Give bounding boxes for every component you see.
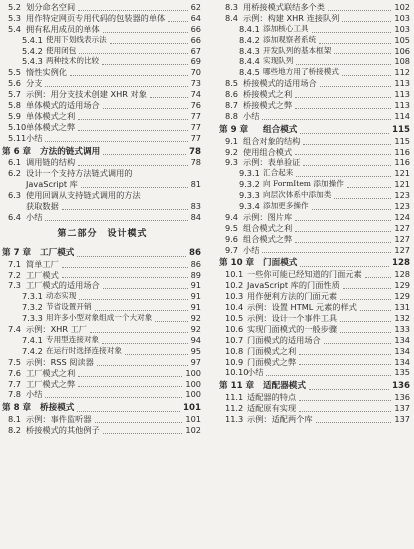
toc-page-number: 66 (190, 23, 201, 34)
toc-left-column (0, 0, 205, 436)
toc-dot-leader (45, 130, 188, 142)
toc-entry-number: 10.6 (225, 323, 244, 334)
toc-page-number: 92 (190, 313, 201, 324)
toc-entry-title: 两种技术的比较 (46, 56, 100, 66)
toc-entry[interactable] (0, 179, 205, 190)
toc-entry-number: 8.4.4 (239, 56, 260, 67)
toc-entry-number: 10.3 (225, 291, 244, 302)
toc-entry-number: 5.8 (8, 100, 22, 111)
toc-entry-title: 组合模式之利 (243, 222, 293, 233)
toc-page-number: 89 (190, 269, 201, 280)
toc-page-number: 103 (394, 12, 410, 23)
toc-page-number: 102 (185, 425, 201, 436)
toc-entry-title: 示例：适配两个库 (247, 413, 313, 424)
toc-entry-number: 5.7 (8, 89, 22, 100)
toc-entry-number: 5.4 (8, 23, 22, 34)
toc-page-number: 97 (190, 356, 201, 367)
toc-entry-title: 示例：图片库 (243, 211, 293, 222)
toc-entry-number: 9.1 (225, 135, 239, 146)
toc-entry-title: 使用回调从支持链式调用的方法 (26, 190, 141, 201)
toc-page-number: 103 (394, 23, 410, 34)
toc-entry-title: 示例：表单验证 (243, 157, 301, 168)
toc-entry-number: 9.5 (225, 222, 239, 233)
toc-page-number: 113 (394, 78, 410, 89)
toc-page-number: 94 (190, 334, 201, 345)
toc-page-number: 106 (394, 45, 410, 56)
toc-entry-number: 5.3 (8, 12, 22, 23)
toc-entry-title: 动态实现 (46, 291, 77, 301)
toc-entry-number: 11.2 (225, 403, 244, 414)
toc-page-number: 115 (394, 135, 410, 146)
toc-page-number: 101 (185, 414, 201, 425)
toc-entry-title: 小结 (243, 110, 260, 121)
toc-entry-title: 桥接模式的其他例子 (26, 425, 100, 436)
toc-page-number: 64 (190, 12, 201, 23)
toc-page-number: 121 (394, 179, 410, 190)
toc-page-number: 95 (190, 345, 201, 356)
toc-entry-title: 桥接模式之利 (243, 89, 293, 100)
toc-page-number: 136 (394, 392, 410, 403)
toc-entry-title: 用作便利方法的门面元素 (247, 291, 338, 302)
toc-entry-number: 第 11 章 (219, 381, 255, 392)
toc-entry-number: 第 8 章 (2, 403, 32, 414)
toc-entry-title: 门面模式 (263, 258, 298, 269)
toc-page-number: 81 (190, 179, 201, 190)
toc-entry-title: 在运行时选择连接对象 (46, 345, 122, 355)
toc-page-number: 132 (394, 312, 410, 323)
toc-entry-title: 示例：设置 HTML 元素的样式 (247, 302, 357, 313)
toc-entry-number: 6.1 (8, 157, 22, 168)
toc-entry-number: 9.6 (225, 233, 239, 244)
toc-part-heading: 第二部分 设计模式 (57, 228, 148, 239)
toc-page-number: 128 (392, 258, 410, 269)
toc-entry-title: 示例：RSS 阅读器 (26, 356, 94, 367)
toc-entry-number: 5.4.2 (22, 45, 43, 56)
toc-dot-leader (266, 364, 391, 376)
toc-entry[interactable] (217, 245, 414, 256)
toc-entry-number: 7.3 (8, 280, 22, 291)
toc-page-number: 123 (394, 201, 410, 212)
toc-page-number: 113 (394, 100, 410, 111)
toc-entry-title: 使用闭包 (46, 45, 77, 55)
toc-page-number: 100 (185, 367, 201, 378)
toc-entry-number: 5.11 (8, 132, 27, 143)
toc-entry-title: 添加观察者系统 (263, 34, 317, 44)
toc-entry-title: 小结 (26, 132, 43, 143)
toc-page-number: 91 (190, 280, 201, 291)
toc-page-number: 121 (394, 168, 410, 179)
toc-entry-title: JavaScript 库的门面性质 (247, 280, 340, 291)
toc-page-number: 73 (190, 78, 201, 89)
toc-entry-number: 7.3.2 (22, 302, 43, 313)
toc-entry-number: 7.6 (8, 367, 22, 378)
toc-page-number: 91 (190, 291, 201, 302)
toc-page-number: 112 (394, 67, 410, 78)
toc-entry-number: 6.3 (8, 190, 22, 201)
toc-entry-title: 示例：XHR 工厂 (26, 324, 87, 335)
toc-entry-number: 8.4.1 (239, 23, 260, 34)
toc-entry-number: 10.4 (225, 302, 244, 313)
toc-entry-title: JavaScript 库 (26, 179, 78, 190)
toc-entry-title: 小结 (243, 244, 260, 255)
toc-entry-title: 方法的链式调用 (40, 146, 101, 157)
toc-entry-title: 添加更多操作 (263, 201, 309, 211)
toc-entry-number: 8.5 (225, 78, 239, 89)
toc-page-number: 129 (394, 280, 410, 291)
toc-entry-title: 适配器模式 (263, 381, 306, 392)
toc-page-number: 123 (394, 190, 410, 201)
toc-page-number: 113 (394, 89, 410, 100)
toc-entry-title: 向层次体系中添加类 (263, 190, 332, 200)
toc-entry-number: 10.2 (225, 280, 244, 291)
toc-entry-number: 9.3.3 (239, 190, 260, 201)
toc-entry-number: 第 6 章 (2, 146, 32, 157)
toc-entry-number: 10.1 (225, 269, 244, 280)
toc-entry-number: 5.4.1 (22, 34, 43, 45)
toc-dot-leader (316, 411, 391, 423)
toc-page-number: 70 (190, 67, 201, 78)
toc-entry-title: 桥接模式之弊 (243, 100, 293, 111)
toc-entry-number: 8.4.3 (239, 45, 260, 56)
toc-entry-title: 哪些地方用了桥接模式 (263, 67, 339, 77)
toc-entry[interactable] (217, 367, 414, 378)
toc-entry-title: 小结 (26, 211, 43, 222)
toc-entry-number: 6.4 (8, 211, 22, 222)
toc-entry-title: 简单工厂 (26, 258, 59, 269)
toc-entry-title: 调用链的结构 (26, 157, 76, 168)
toc-entry-number: 8.4.2 (239, 34, 260, 45)
toc-page-number: 74 (190, 89, 201, 100)
toc-entry-title: 用作特定网页专用代码的包装器的单体 (26, 12, 166, 23)
toc-entry-number: 5.4.3 (22, 56, 43, 67)
toc-entry-title: 添加核心工具 (263, 23, 309, 33)
toc-entry-title: 示例：构建 XHR 连接队列 (243, 12, 340, 23)
toc-entry-title: 开发队列的基本框架 (263, 45, 332, 55)
toc-entry-number: 8.1 (8, 414, 22, 425)
toc-entry-number: 11.3 (225, 413, 244, 424)
toc-entry-number: 5.6 (8, 78, 22, 89)
toc-entry-number: 8.2 (8, 425, 22, 436)
toc-entry-title: 拥有私用成员的单体 (26, 23, 100, 34)
toc-entry-title: 小结 (26, 389, 43, 400)
toc-page-number: 92 (190, 324, 201, 335)
toc-entry-title: 实现门面模式的一般步骤 (247, 323, 338, 334)
toc-dot-leader (262, 242, 391, 254)
toc-page-number: 137 (394, 413, 410, 424)
toc-entry-number: 8.6 (225, 89, 239, 100)
toc-entry[interactable] (0, 157, 205, 168)
toc-page-number: 62 (190, 2, 201, 12)
toc-page-number: 86 (189, 247, 201, 258)
toc-entry-title: 适配器的特点 (247, 392, 297, 403)
toc-entry-title: 门面模式之利 (247, 345, 297, 356)
toc-page-number: 129 (394, 291, 410, 302)
toc-entry-title: 示例：设计一个事件工具 (247, 312, 338, 323)
toc-entry-title: 汇合起来 (263, 168, 294, 178)
toc-page-number: 134 (394, 356, 410, 367)
toc-entry-number: 11.1 (225, 392, 244, 403)
toc-entry-title: 适配原有实现 (247, 403, 297, 414)
toc-page-number: 127 (394, 222, 410, 233)
toc-entry-number: 7.2 (8, 269, 22, 280)
toc-page-number: 100 (185, 389, 201, 400)
toc-entry-title: 组合模式之弊 (243, 233, 293, 244)
toc-entry-title: 单体模式的适用场合 (26, 100, 100, 111)
toc-page-number: 116 (394, 146, 410, 157)
toc-entry[interactable] (0, 212, 205, 223)
toc-page-number: 76 (190, 100, 201, 111)
toc-entry-number: 7.3.3 (22, 313, 43, 324)
toc-page-number: 67 (190, 45, 201, 56)
toc-page-number: 86 (190, 258, 201, 269)
toc-entry-number: 8.4 (225, 12, 239, 23)
toc-page-number: 83 (190, 201, 201, 212)
toc-page-number: 100 (185, 378, 201, 389)
toc-entry-number: 7.5 (8, 356, 22, 367)
toc-entry-title: 用许多小型对象组成一个大对象 (46, 313, 153, 323)
toc-entry-number: 7.4.2 (22, 345, 43, 356)
toc-entry-number: 10.8 (225, 345, 244, 356)
toc-entry-title: 组合模式 (263, 124, 298, 135)
toc-entry-title: 用桥接模式联结多个类 (243, 2, 325, 12)
toc-entry-title: 单体模式之弊 (26, 121, 76, 132)
toc-page-number: 101 (183, 403, 201, 414)
toc-entry-title: 向 FormItem 添加操作 (263, 179, 344, 189)
toc-entry-title: 示例：事件监听器 (26, 414, 92, 425)
toc-page-number: 131 (394, 302, 410, 313)
toc-entry-title: 节省设置开销 (46, 302, 92, 312)
toc-entry-title: 使用组合模式 (243, 146, 293, 157)
toc-entry-number: 8.3 (225, 2, 239, 12)
toc-entry-title: 小结 (247, 367, 264, 378)
toc-page-number: 128 (394, 269, 410, 280)
toc-entry-title: 桥接模式 (40, 403, 75, 414)
toc-entry-title: 惰性实例化 (26, 67, 67, 78)
toc-page-number: 108 (394, 56, 410, 67)
toc-page-number: 116 (394, 157, 410, 168)
toc-page-number: 78 (189, 146, 201, 157)
toc-page-number: 77 (190, 121, 201, 132)
toc-dot-leader (81, 176, 188, 188)
toc-entry-title: 工厂模式之利 (26, 367, 76, 378)
toc-entry-number: 9.2 (225, 146, 239, 157)
toc-entry-number: 9.4 (225, 211, 239, 222)
toc-right-column (217, 0, 414, 425)
toc-entry-title: 实现队列 (263, 56, 294, 66)
toc-entry-title: 桥接模式的适用场合 (243, 78, 317, 89)
toc-entry-title: 工厂模式 (26, 269, 59, 280)
toc-entry-title: 单体模式之利 (26, 110, 76, 121)
toc-page-number: 77 (190, 132, 201, 143)
toc-dot-leader (45, 386, 182, 398)
toc-page-number: 115 (392, 124, 410, 135)
toc-entry[interactable] (217, 111, 414, 122)
toc-entry-number: 10.9 (225, 356, 244, 367)
toc-entry-number: 5.9 (8, 110, 22, 121)
toc-page-number: 102 (394, 2, 410, 12)
toc-page-number: 124 (394, 211, 410, 222)
toc-entry-number: 9.3.4 (239, 201, 260, 212)
toc-page-number: 137 (394, 403, 410, 414)
toc-entry-title: 工厂模式 (40, 247, 75, 258)
toc-page-number: 127 (394, 244, 410, 255)
toc-entry-number: 7.4 (8, 324, 22, 335)
toc-page-number: 105 (394, 34, 410, 45)
toc-page-number: 127 (394, 233, 410, 244)
toc-entry-number: 10.10 (225, 367, 249, 378)
toc-entry-number: 第 10 章 (219, 258, 255, 269)
toc-entry[interactable] (0, 425, 205, 436)
toc-page-number: 66 (190, 34, 201, 45)
toc-entry-title: 使用下划线表示法 (46, 34, 107, 44)
toc-page-number: 114 (394, 110, 410, 121)
toc-entry-number: 9.3.1 (239, 168, 260, 179)
toc-entry-number: 第 9 章 (219, 124, 249, 135)
toc-page-number: 134 (394, 345, 410, 356)
toc-entry-number: 第 7 章 (2, 247, 32, 258)
toc-page-number: 134 (394, 334, 410, 345)
toc-page-number: 136 (392, 381, 410, 392)
toc-entry-title: 专用型连接对象 (46, 334, 100, 344)
toc-entry-title: 示例：用分支技术创建 XHR 对象 (26, 89, 147, 100)
toc-entry-number: 5.10 (8, 121, 27, 132)
toc-entry-number: 7.3.1 (22, 291, 43, 302)
toc-dot-leader (45, 209, 188, 221)
toc-entry-number: 5.2 (8, 2, 22, 12)
toc-entry-title: 一些你可能已经知道的门面元素 (247, 269, 362, 280)
toc-entry-number: 8.7 (225, 100, 239, 111)
toc-page-number: 78 (190, 157, 201, 168)
toc-entry-number: 10.7 (225, 334, 244, 345)
toc-entry-number: 7.8 (8, 389, 22, 400)
toc-entry-title: 工厂模式之弊 (26, 378, 76, 389)
toc-entry-number: 7.1 (8, 258, 22, 269)
toc-entry-number: 8.4.5 (239, 67, 260, 78)
toc-entry[interactable] (0, 133, 205, 144)
toc-entry-number: 7.7 (8, 378, 22, 389)
toc-entry-title: 门面模式之弊 (247, 356, 297, 367)
toc-entry-title: 设计一个支持方法链式调用的 (26, 168, 133, 179)
toc-entry-number: 9.7 (225, 244, 239, 255)
toc-entry-title: 分支 (26, 78, 43, 89)
toc-entry-number: 7.4.1 (22, 334, 43, 345)
toc-entry-title: 获取数据 (26, 201, 59, 212)
toc-entry-number: 10.5 (225, 312, 244, 323)
toc-entry-title: 门面模式的适用场合 (247, 334, 321, 345)
toc-entry[interactable] (217, 414, 414, 425)
toc-entry-title: 工厂模式的适用场合 (26, 280, 100, 291)
toc-entry-number: 8.8 (225, 110, 239, 121)
toc-entry-number: 6.2 (8, 168, 22, 179)
toc-entry-number: 9.3 (225, 157, 239, 168)
toc-page-number: 91 (190, 302, 201, 313)
toc-page-number: 133 (394, 323, 410, 334)
toc-entry-number: 5.5 (8, 67, 22, 78)
toc-page-number: 69 (190, 56, 201, 67)
toc-entry[interactable] (0, 389, 205, 400)
toc-dot-leader (103, 422, 182, 434)
toc-page-number: 77 (190, 110, 201, 121)
toc-entry-title: 组合对象的结构 (243, 135, 301, 146)
toc-entry-title: 划分命名空间 (26, 2, 76, 12)
toc-page-number: 84 (190, 211, 201, 222)
toc-dot-leader (262, 108, 391, 120)
toc-page-number: 135 (394, 367, 410, 378)
toc-dot-leader (78, 154, 188, 166)
toc-entry-number: 9.3.2 (239, 179, 260, 190)
